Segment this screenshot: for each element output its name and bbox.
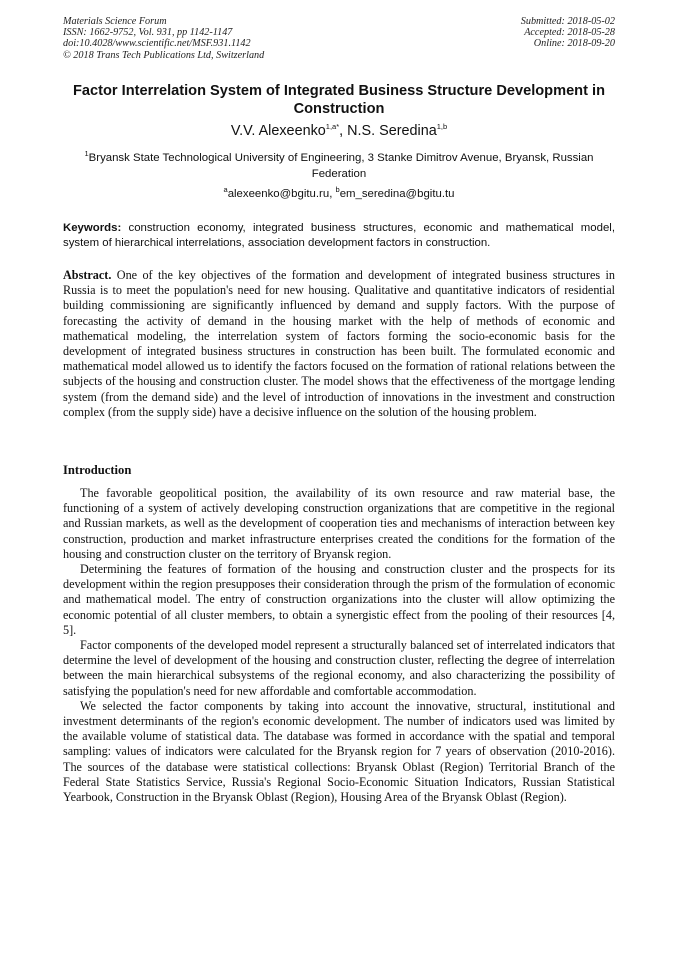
journal-copyright: © 2018 Trans Tech Publications Ltd, Switzerland <box>63 49 265 61</box>
affiliation <box>63 150 615 182</box>
keywords-label: Keywords: <box>63 222 122 234</box>
accepted-date: Accepted: 2018-05-28 <box>524 27 615 39</box>
journal-info <box>63 16 264 61</box>
keywords-text: construction economy, integrated business structures, economic and mathematical model, system of hierarchical interrelations, association development factors in construction. <box>63 222 615 249</box>
abstract-label: Abstract. <box>63 268 112 282</box>
abstract-text: One of the key objectives of the formation and development of integrated business structures in Russia is to meet the population's need for new housing. Qualitative and quantitative indicators of residential building commissioning are significantly influenced by demand and supply factors. With the purpose of forecasting the activity of demand in the housing market with the help of methods of economic and mathematical modeling, the interrelation system of factors forming the socio-economic basis for the development of integrated business structures in construction has been built. The formulated economic and mathematical model allowed us to identify the factors focused on the formation of rational relations between the subjects of the housing and construction cluster. The model shows that the effectiveness of the mortgage lending system (from the demand side) and the level of introduction of innovations in the investment and construction complex (from the supply side) have a decisive influence on the solution of the housing problem. <box>63 268 615 419</box>
introduction-body <box>63 486 615 805</box>
online-date: Online: 2018-09-20 <box>533 38 615 50</box>
body-paragraph: We selected the factor components by taking into account the innovative, structural, institutional and investment determinants of the region's economic development. The number of indicators used was limited by the available volume of statistical data. The database was formed in accordance with the spatial and temporal sampling: values of indicators were calculated for the Bryansk region for 7 years of observation (2010-2016). The sources of the database were statistical collections: Bryansk Oblast (Region) Territorial Branch of the Federal State Statistics Service, Russia's Regional Socio-Economic Situation Indicators, Russian Statistical Yearbook, Construction in the Bryansk Oblast (Region), Housing Area of the Bryansk Oblast (Region). <box>63 698 615 805</box>
email-superscript: b <box>335 185 340 195</box>
author-superscript: 1,b <box>436 122 448 132</box>
body-paragraph: Determining the features of formation of the housing and construction cluster and the prospects for its development within the region presupposes their consideration through the prism of the formulation of economic and mathematical model. The entry of construction organizations into the cluster will allow optimizing the economic potential of all cluster members, to obtain a synergistic effect from the pooling of their resources [4, 5]. <box>63 562 615 637</box>
paper-title: Factor Interrelation System of Integrated Business Structure Development in Construction <box>73 83 605 117</box>
affiliation-text: Bryansk State Technological University of Engineering, 3 Stanke Dimitrov Avenue, Bryansk, Russian Federation <box>88 152 594 180</box>
email-superscript: a <box>223 185 228 195</box>
email-separator: , <box>329 188 336 200</box>
author-name: V.V. Alexeenko <box>230 123 326 139</box>
author-separator: , <box>339 123 348 139</box>
email-link[interactable]: alexeenko@bgitu.ru <box>227 188 330 200</box>
journal-doi: doi:10.4028/www.scientific.net/MSF.931.1142 <box>63 38 251 50</box>
author-line <box>63 122 615 140</box>
journal-issn: ISSN: 1662-9752, Vol. 931, pp 1142-1147 <box>63 27 233 39</box>
section-heading-introduction: Introduction <box>63 463 132 477</box>
affiliation-superscript: 1 <box>84 149 89 159</box>
body-paragraph: The favorable geopolitical position, the availability of its own resource and raw material base, the functioning of a system of actively developing construction organizations that are competitive in the regional and Russian markets, as well as the development of cooperation ties and mechanisms of interaction between key construction, production and market infrastructure enterprises created the conditions for the formation of the housing and construction cluster on the territory of Bryansk region. <box>63 486 615 561</box>
body-paragraph: Factor components of the developed model represent a structurally balanced set of interrelated indicators that determine the level of development of the housing and construction cluster, reflecting the degree of interrelation between the main hierarchical subsystems of the regional economy, and also characterizing the possibility of satisfying the population's need for new affordable and comfortable accommodation. <box>63 638 615 698</box>
journal-name: Materials Science Forum <box>63 16 167 27</box>
author-name: N.S. Seredina <box>347 123 437 139</box>
publication-dates <box>521 16 615 50</box>
keywords-block <box>63 221 615 251</box>
submitted-date: Submitted: 2018-05-02 <box>520 16 615 27</box>
email-line <box>63 186 615 202</box>
author-superscript: 1,a* <box>325 122 340 132</box>
abstract-block <box>63 268 615 420</box>
email-link[interactable]: em_seredina@bgitu.tu <box>339 188 455 200</box>
